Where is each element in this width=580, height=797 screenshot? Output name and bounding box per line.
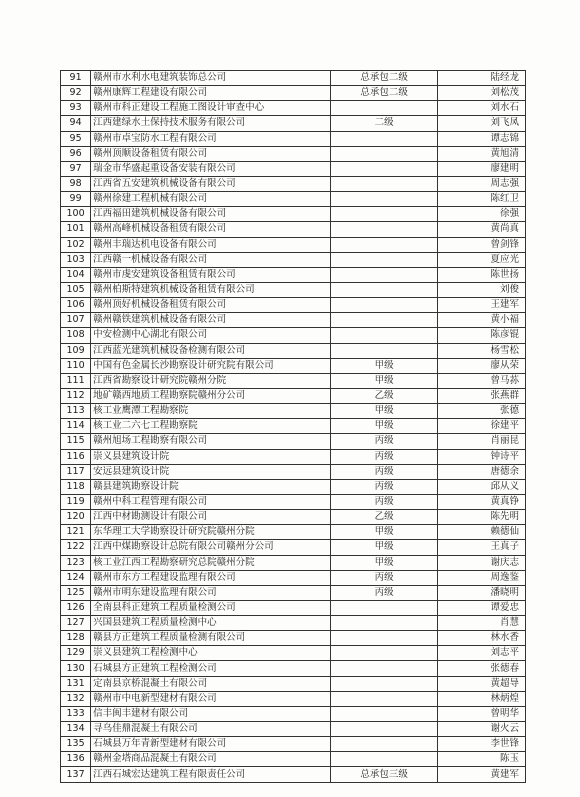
qualification-grade [331, 343, 437, 358]
table-row [61, 616, 526, 631]
qualification-grade: 总承包二级 [331, 71, 437, 86]
table-row [61, 555, 526, 570]
contact-person: 谢火云 [437, 722, 525, 737]
table-row [61, 404, 526, 419]
qualification-grade [331, 192, 437, 207]
table-row [61, 767, 526, 782]
company-name: 江西省五安建筑机械设备有限公司 [91, 176, 331, 191]
table-row [61, 388, 526, 403]
qualification-grade [331, 176, 437, 191]
contact-person: 陈先明 [437, 510, 525, 525]
row-number: 130 [61, 661, 91, 676]
table-row [61, 146, 526, 161]
contact-person: 林水香 [437, 631, 525, 646]
row-number: 123 [61, 555, 91, 570]
row-number: 107 [61, 313, 91, 328]
row-number: 103 [61, 252, 91, 267]
company-name: 江西省勘察设计研究院赣州分院 [91, 373, 331, 388]
table-row [61, 267, 526, 282]
table-row [61, 192, 526, 207]
qualification-grade [331, 676, 437, 691]
table-row [61, 116, 526, 131]
row-number: 135 [61, 737, 91, 752]
qualification-grade [331, 706, 437, 721]
qualification-grade [331, 616, 437, 631]
qualification-grade [331, 328, 437, 343]
qualification-grade [331, 631, 437, 646]
qualification-grade [331, 161, 437, 176]
qualification-grade: 甲级 [331, 358, 437, 373]
contact-person: 黄建军 [437, 767, 525, 782]
company-name: 核工业鹰潭工程勘察院 [91, 404, 331, 419]
company-name: 赣县建筑勘察设计院 [91, 479, 331, 494]
table-row [61, 282, 526, 297]
company-name: 赣州金塔商品混凝土有限公司 [91, 752, 331, 767]
contact-person: 陈彦锟 [437, 328, 525, 343]
contact-person: 廖建明 [437, 161, 525, 176]
company-name: 赣州丰瑞达机电设备有限公司 [91, 237, 331, 252]
company-name: 赣州康辉工程建设有限公司 [91, 86, 331, 101]
contact-person: 唐德余 [437, 464, 525, 479]
contact-person: 张德春 [437, 661, 525, 676]
qualification-grade [331, 661, 437, 676]
qualification-grade: 甲级 [331, 373, 437, 388]
qualification-grade: 丙级 [331, 464, 437, 479]
row-number: 120 [61, 510, 91, 525]
company-name: 赣州旭场工程勘察有限公司 [91, 434, 331, 449]
table-row [61, 434, 526, 449]
qualification-grade: 甲级 [331, 555, 437, 570]
company-name: 赣州中科工程管理有限公司 [91, 494, 331, 509]
contact-person: 王真子 [437, 540, 525, 555]
qualification-grade [331, 222, 437, 237]
row-number: 111 [61, 373, 91, 388]
table-row [61, 570, 526, 585]
table-row [61, 86, 526, 101]
company-name: 定南县京桥混凝土有限公司 [91, 676, 331, 691]
company-name: 中国有色金属长沙勘察设计研究院有限公司 [91, 358, 331, 373]
qualification-grade [331, 267, 437, 282]
qualification-grade [331, 298, 437, 313]
row-number: 108 [61, 328, 91, 343]
qualification-grade [331, 101, 437, 116]
company-name: 赣州市卓宝防水工程有限公司 [91, 131, 331, 146]
contact-person: 刘俊 [437, 282, 525, 297]
contact-person: 刘志平 [437, 646, 525, 661]
qualification-grade: 丙级 [331, 434, 437, 449]
contact-person: 肖慧 [437, 616, 525, 631]
table-row [61, 540, 526, 555]
qualification-grade [331, 691, 437, 706]
table-row [61, 525, 526, 540]
qualification-grade [331, 646, 437, 661]
row-number: 113 [61, 404, 91, 419]
contact-person: 曾剑锋 [437, 237, 525, 252]
row-number: 106 [61, 298, 91, 313]
contact-person: 刘水石 [437, 101, 525, 116]
row-number: 117 [61, 464, 91, 479]
row-number: 110 [61, 358, 91, 373]
company-name: 赣州顶顺设备租赁有限公司 [91, 146, 331, 161]
row-number: 124 [61, 570, 91, 585]
qualification-grade [331, 600, 437, 615]
table-body [61, 71, 526, 783]
table-row [61, 101, 526, 116]
table-row [61, 358, 526, 373]
qualification-grade: 二级 [331, 116, 437, 131]
qualification-grade: 丙级 [331, 449, 437, 464]
contact-person: 陈红卫 [437, 192, 525, 207]
row-number: 137 [61, 767, 91, 782]
row-number: 102 [61, 237, 91, 252]
row-number: 101 [61, 222, 91, 237]
qualification-grade: 丙级 [331, 585, 437, 600]
row-number: 94 [61, 116, 91, 131]
company-name: 瑞金市华盛起重设备安装有限公司 [91, 161, 331, 176]
company-name: 赣州高峰机械设备租赁有限公司 [91, 222, 331, 237]
row-number: 136 [61, 752, 91, 767]
contact-person: 谭志锦 [437, 131, 525, 146]
company-name: 赣州柏斯特建筑机械设备租赁有限公司 [91, 282, 331, 297]
qualification-grade: 总承包三级 [331, 767, 437, 782]
qualification-grade: 甲级 [331, 404, 437, 419]
row-number: 112 [61, 388, 91, 403]
contact-person: 周志强 [437, 176, 525, 191]
row-number: 126 [61, 600, 91, 615]
qualification-grade [331, 722, 437, 737]
contact-person: 王建军 [437, 298, 525, 313]
table-row [61, 343, 526, 358]
company-name: 江西中材勘测设计有限公司 [91, 510, 331, 525]
qualification-grade: 甲级 [331, 540, 437, 555]
contact-person: 潘晓明 [437, 585, 525, 600]
table-row [61, 328, 526, 343]
table-row [61, 722, 526, 737]
row-number: 109 [61, 343, 91, 358]
company-name: 全南县科正建筑工程质量检测公司 [91, 600, 331, 615]
row-number: 118 [61, 479, 91, 494]
company-name: 赣州市科正建设工程施工图设计审查中心 [91, 101, 331, 116]
contact-person: 林炳煌 [437, 691, 525, 706]
contact-person: 陆经龙 [437, 71, 525, 86]
company-name: 赣州市东方工程建设监理有限公司 [91, 570, 331, 585]
table-row [61, 737, 526, 752]
contact-person: 陈世扬 [437, 267, 525, 282]
table-row [61, 464, 526, 479]
company-name: 赣州赣铁建筑机械设备有限公司 [91, 313, 331, 328]
company-name: 核工业江西工程勘察研究总院赣州分院 [91, 555, 331, 570]
contact-person: 黄尚真 [437, 222, 525, 237]
company-name: 赣州市虔安建筑设备租赁有限公司 [91, 267, 331, 282]
row-number: 128 [61, 631, 91, 646]
row-number: 91 [61, 71, 91, 86]
contact-person: 李世锋 [437, 737, 525, 752]
table-row [61, 646, 526, 661]
table-row [61, 222, 526, 237]
table-row [61, 313, 526, 328]
qualification-grade [331, 313, 437, 328]
contact-person: 夏应光 [437, 252, 525, 267]
qualification-grade [331, 207, 437, 222]
company-name: 赣州徐建工程机械有限公司 [91, 192, 331, 207]
company-name: 赣州市水利水电建筑装饰总公司 [91, 71, 331, 86]
table-row [61, 176, 526, 191]
contact-person: 刘松茂 [437, 86, 525, 101]
table-row [61, 600, 526, 615]
table-row [61, 252, 526, 267]
row-number: 132 [61, 691, 91, 706]
contact-person: 黄小福 [437, 313, 525, 328]
row-number: 93 [61, 101, 91, 116]
company-name: 江西福田建筑机械设备有限公司 [91, 207, 331, 222]
table-row [61, 161, 526, 176]
row-number: 105 [61, 282, 91, 297]
qualification-grade [331, 252, 437, 267]
table-row [61, 207, 526, 222]
contact-person: 钟诗平 [437, 449, 525, 464]
table-row [61, 373, 526, 388]
contact-person: 徐强 [437, 207, 525, 222]
contact-person: 肖丽昆 [437, 434, 525, 449]
contact-person: 谢庆志 [437, 555, 525, 570]
company-name: 兴国县建筑工程质量检测中心 [91, 616, 331, 631]
company-name: 江西中煤勘察设计总院有限公司赣州分公司 [91, 540, 331, 555]
company-name: 崇义县建筑工程检测中心 [91, 646, 331, 661]
company-name: 崇义县建筑设计院 [91, 449, 331, 464]
contact-person: 黄超导 [437, 676, 525, 691]
row-number: 115 [61, 434, 91, 449]
qualification-grade: 乙级 [331, 510, 437, 525]
contact-person: 曾明华 [437, 706, 525, 721]
row-number: 127 [61, 616, 91, 631]
table-row [61, 691, 526, 706]
table-row [61, 494, 526, 509]
contact-person: 杨雪松 [437, 343, 525, 358]
contact-person: 徐建平 [437, 419, 525, 434]
row-number: 134 [61, 722, 91, 737]
qualification-grade [331, 237, 437, 252]
qualification-grade [331, 737, 437, 752]
table-row [61, 752, 526, 767]
row-number: 114 [61, 419, 91, 434]
row-number: 131 [61, 676, 91, 691]
company-name: 信丰闽丰建材有限公司 [91, 706, 331, 721]
company-name: 赣州市中电新型建材有限公司 [91, 691, 331, 706]
contact-person: 刘飞凤 [437, 116, 525, 131]
company-name: 赣县方正建筑工程质量检测有限公司 [91, 631, 331, 646]
table-row [61, 131, 526, 146]
qualification-grade: 丙级 [331, 494, 437, 509]
table-row [61, 631, 526, 646]
qualification-grade: 乙级 [331, 388, 437, 403]
table-row [61, 706, 526, 721]
qualification-grade: 丙级 [331, 479, 437, 494]
contact-person: 陈玉 [437, 752, 525, 767]
qualification-grade [331, 131, 437, 146]
contact-person: 黄旭清 [437, 146, 525, 161]
qualification-grade: 甲级 [331, 419, 437, 434]
contact-person: 曾马荪 [437, 373, 525, 388]
row-number: 95 [61, 131, 91, 146]
row-number: 129 [61, 646, 91, 661]
row-number: 116 [61, 449, 91, 464]
table-row [61, 449, 526, 464]
table-row [61, 298, 526, 313]
company-name: 石城县万年青新型建材有限公司 [91, 737, 331, 752]
row-number: 133 [61, 706, 91, 721]
table-row [61, 676, 526, 691]
row-number: 98 [61, 176, 91, 191]
table-row [61, 661, 526, 676]
company-name: 寻乌佳鼎混凝土有限公司 [91, 722, 331, 737]
company-name: 赣州顶好机械设备租赁有限公司 [91, 298, 331, 313]
table-row [61, 71, 526, 86]
qualification-grade: 甲级 [331, 525, 437, 540]
row-number: 104 [61, 267, 91, 282]
row-number: 100 [61, 207, 91, 222]
contact-person: 谭爱忠 [437, 600, 525, 615]
company-name: 江西建绿水土保持技术服务有限公司 [91, 116, 331, 131]
contact-person: 张德 [437, 404, 525, 419]
contact-person: 邱从义 [437, 479, 525, 494]
row-number: 96 [61, 146, 91, 161]
row-number: 122 [61, 540, 91, 555]
table-row [61, 419, 526, 434]
row-number: 121 [61, 525, 91, 540]
company-name: 中安检测中心湖北有限公司 [91, 328, 331, 343]
row-number: 99 [61, 192, 91, 207]
table-row [61, 585, 526, 600]
row-number: 125 [61, 585, 91, 600]
company-name: 石城县方正建筑工程检测公司 [91, 661, 331, 676]
company-name: 东华理工大学勘察设计研究院赣州分院 [91, 525, 331, 540]
row-number: 97 [61, 161, 91, 176]
registration-table [60, 70, 526, 783]
contact-person: 周逸鉴 [437, 570, 525, 585]
contact-person: 廖从荣 [437, 358, 525, 373]
contact-person: 张燕群 [437, 388, 525, 403]
contact-person: 赖德仙 [437, 525, 525, 540]
qualification-grade: 丙级 [331, 570, 437, 585]
qualification-grade [331, 146, 437, 161]
company-name: 核工业二六七工程勘察院 [91, 419, 331, 434]
company-name: 赣州市明东建设监理有限公司 [91, 585, 331, 600]
company-name: 江西蓝光建筑机械设备检测有限公司 [91, 343, 331, 358]
table-row [61, 510, 526, 525]
table-row [61, 237, 526, 252]
qualification-grade: 总承包二级 [331, 86, 437, 101]
company-name: 江西赣一机械设备有限公司 [91, 252, 331, 267]
qualification-grade [331, 752, 437, 767]
table-row [61, 479, 526, 494]
row-number: 92 [61, 86, 91, 101]
row-number: 119 [61, 494, 91, 509]
company-name: 地矿赣西地质工程勘察院赣州分公司 [91, 388, 331, 403]
contact-person: 黄真铮 [437, 494, 525, 509]
company-name: 江西石城宏达建筑工程有限责任公司 [91, 767, 331, 782]
qualification-grade [331, 282, 437, 297]
company-name: 安远县建筑设计院 [91, 464, 331, 479]
